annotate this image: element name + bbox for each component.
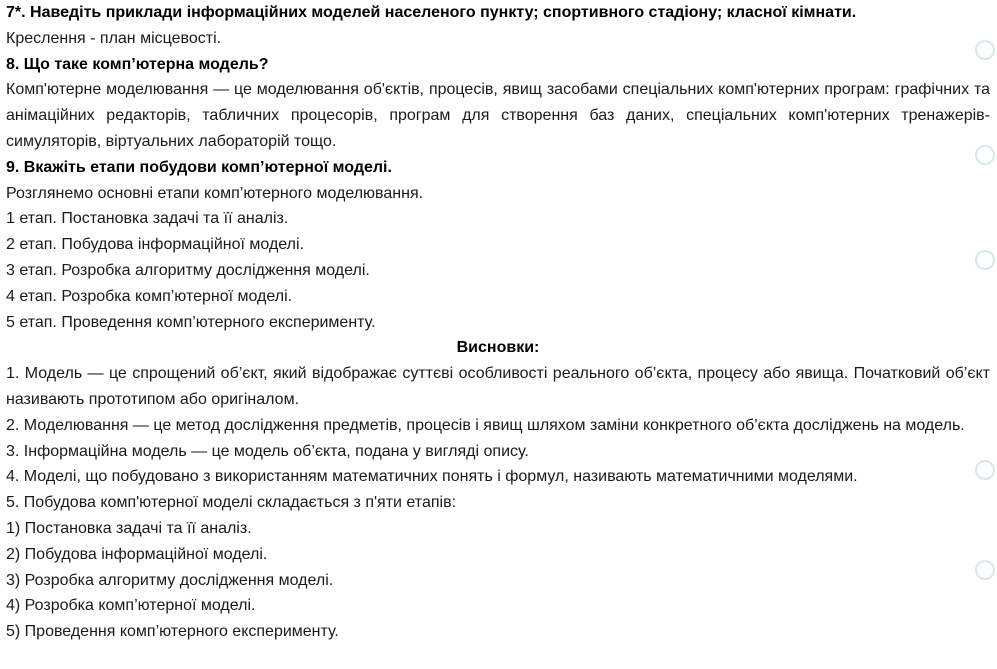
question-9-title: 9. Вкажіть етапи побудови комп’ютерної моделі. <box>6 158 392 176</box>
stage-item: 1) Постановка задачі та її аналіз. <box>6 519 252 537</box>
step-item: 1 етап. Постановка задачі та її аналіз. <box>6 210 289 228</box>
stage-item: 3) Розробка алгоритму дослідження моделі. <box>6 571 334 589</box>
question-7-title: 7*. Наведіть приклади інформаційних моделей населеного пункту; спортивного стадіону; класної кімнати. <box>6 4 857 21</box>
conclusion-item: 3. Інформаційна модель — це модель об’єкта, подана у вигляді опису. <box>6 442 529 460</box>
step-item: 2 етап. Побудова інформаційної моделі. <box>6 236 305 254</box>
question-8-title: 8. Що таке комп’ютерна модель? <box>6 55 269 73</box>
conclusion-item: 4. Моделі, що побудовано з використанням математичних понять і формул, називають математичними моделями. <box>6 468 858 486</box>
conclusion-item: 5. Побудова комп'ютерної моделі складається з п'яти етапів: <box>6 494 457 512</box>
stage-item: 4) Розробка комп’ютерної моделі. <box>6 597 256 615</box>
step-item: 5 етап. Проведення комп’ютерного експерименту. <box>6 313 376 331</box>
question-8-answer: Комп'ютерне моделювання — це моделювання об'єктів, процесів, явищ засобами спеціальних комп'ютерних програм: графічних та анімаційних редакторів, табличних процесорів, програм для створення баз даних, спеціальних комп'ютерних тренажерів-симуляторів, віртуальних лабораторій тощо. <box>6 81 990 150</box>
conclusion-item: 1. Модель — це спрощений об’єкт, який відображає суттєві особливості реального об’єкта, процесу або явища. Початковий об’єкт називають прототипом або оригіналом. <box>6 365 990 408</box>
conclusion-item: 2. Моделювання — це метод дослідження предметів, процесів і явищ шляхом заміни конкретного об’єкта досліджень на модель. <box>6 416 965 434</box>
question-9-intro: Розглянемо основні етапи комп’ютерного моделювання. <box>6 184 424 202</box>
stage-item: 5) Проведення комп’ютерного експерименту. <box>6 623 339 641</box>
question-7-answer: Креслення - план місцевості. <box>6 29 222 47</box>
stage-item: 2) Побудова інформаційної моделі. <box>6 545 268 563</box>
step-item: 3 етап. Розробка алгоритму дослідження моделі. <box>6 261 370 279</box>
document <box>6 0 990 645</box>
step-item: 4 етап. Розробка комп’ютерної моделі. <box>6 287 293 305</box>
conclusions-heading: Висновки: <box>456 339 540 357</box>
